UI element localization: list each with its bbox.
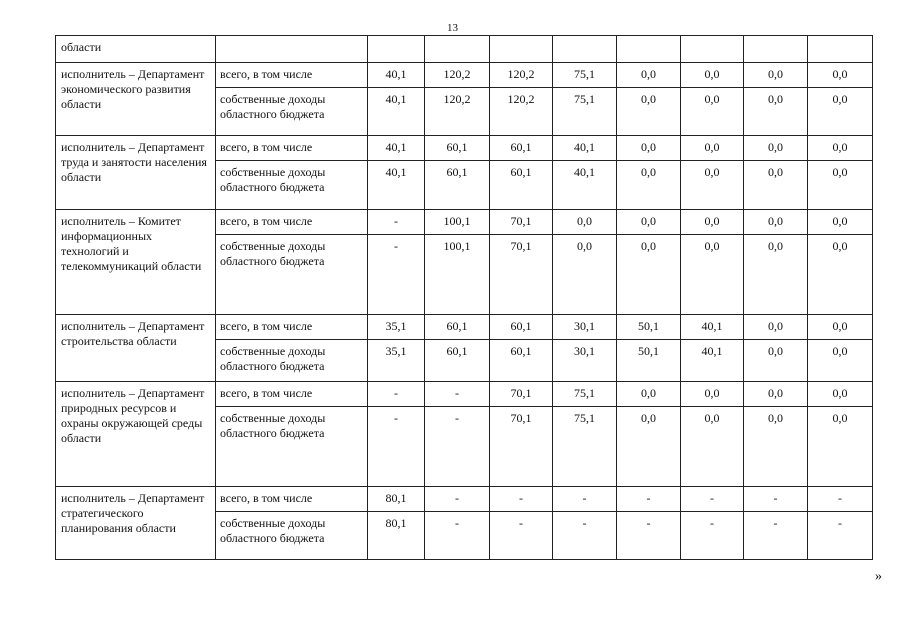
value-cell: 60,1 bbox=[490, 340, 553, 382]
budget-table bbox=[55, 35, 873, 560]
closing-quote: » bbox=[875, 569, 882, 584]
value-cell: - bbox=[617, 512, 681, 560]
executor-cell: исполнитель – Департамент стратегического планирования области bbox=[56, 487, 216, 560]
value-cell: 30,1 bbox=[553, 340, 617, 382]
value-cell: 80,1 bbox=[368, 487, 425, 512]
value-cell: 0,0 bbox=[681, 161, 744, 210]
executor-cell: области bbox=[56, 36, 216, 63]
source-cell: собственные доходы областного бюджета bbox=[216, 161, 368, 210]
value-cell: 0,0 bbox=[617, 382, 681, 407]
value-cell: - bbox=[425, 407, 490, 487]
value-cell bbox=[744, 36, 808, 63]
value-cell: 0,0 bbox=[617, 210, 681, 235]
value-cell: 60,1 bbox=[425, 161, 490, 210]
table-row bbox=[56, 315, 873, 340]
value-cell: - bbox=[368, 235, 425, 315]
source-cell: собственные доходы областного бюджета bbox=[216, 340, 368, 382]
value-cell: - bbox=[681, 512, 744, 560]
value-cell: 80,1 bbox=[368, 512, 425, 560]
value-cell: 60,1 bbox=[490, 315, 553, 340]
value-cell bbox=[681, 36, 744, 63]
value-cell bbox=[490, 36, 553, 63]
executor-cell: исполнитель – Департамент природных ресурсов и охраны окружающей среды области bbox=[56, 382, 216, 487]
source-cell: всего, в том числе bbox=[216, 136, 368, 161]
value-cell: - bbox=[368, 210, 425, 235]
value-cell: 0,0 bbox=[617, 136, 681, 161]
source-cell bbox=[216, 36, 368, 63]
value-cell: 0,0 bbox=[681, 88, 744, 136]
value-cell: - bbox=[808, 487, 873, 512]
table-row bbox=[56, 36, 873, 63]
value-cell: 50,1 bbox=[617, 315, 681, 340]
value-cell: - bbox=[617, 487, 681, 512]
value-cell: 60,1 bbox=[490, 161, 553, 210]
value-cell: 0,0 bbox=[744, 161, 808, 210]
value-cell: - bbox=[425, 487, 490, 512]
value-cell: - bbox=[553, 487, 617, 512]
table-row bbox=[56, 210, 873, 235]
value-cell: 0,0 bbox=[744, 407, 808, 487]
value-cell bbox=[808, 36, 873, 63]
value-cell bbox=[553, 36, 617, 63]
value-cell: 75,1 bbox=[553, 407, 617, 487]
value-cell: 70,1 bbox=[490, 235, 553, 315]
value-cell bbox=[368, 36, 425, 63]
value-cell: 0,0 bbox=[808, 63, 873, 88]
value-cell: 40,1 bbox=[368, 161, 425, 210]
value-cell: 75,1 bbox=[553, 382, 617, 407]
value-cell: 0,0 bbox=[808, 161, 873, 210]
source-cell: всего, в том числе bbox=[216, 487, 368, 512]
value-cell: - bbox=[425, 512, 490, 560]
executor-cell: исполнитель – Комитет информационных технологий и телекоммуникаций области bbox=[56, 210, 216, 315]
value-cell: 0,0 bbox=[808, 88, 873, 136]
value-cell: 70,1 bbox=[490, 407, 553, 487]
value-cell: 0,0 bbox=[744, 382, 808, 407]
value-cell: 0,0 bbox=[744, 235, 808, 315]
table-row bbox=[56, 136, 873, 161]
table-row bbox=[56, 487, 873, 512]
value-cell: 0,0 bbox=[744, 88, 808, 136]
budget-table-body bbox=[56, 36, 873, 560]
value-cell: 0,0 bbox=[808, 340, 873, 382]
value-cell: - bbox=[681, 487, 744, 512]
value-cell: 40,1 bbox=[368, 63, 425, 88]
value-cell: - bbox=[490, 512, 553, 560]
value-cell: 0,0 bbox=[808, 315, 873, 340]
table-row bbox=[56, 382, 873, 407]
value-cell: - bbox=[744, 487, 808, 512]
value-cell: 0,0 bbox=[681, 63, 744, 88]
source-cell: собственные доходы областного бюджета bbox=[216, 88, 368, 136]
value-cell: 0,0 bbox=[553, 210, 617, 235]
value-cell: 40,1 bbox=[368, 136, 425, 161]
value-cell: 75,1 bbox=[553, 88, 617, 136]
value-cell: 0,0 bbox=[617, 407, 681, 487]
value-cell: 0,0 bbox=[808, 235, 873, 315]
value-cell: 0,0 bbox=[744, 315, 808, 340]
value-cell: 60,1 bbox=[425, 315, 490, 340]
value-cell: 0,0 bbox=[744, 63, 808, 88]
value-cell: 0,0 bbox=[808, 136, 873, 161]
source-cell: собственные доходы областного бюджета bbox=[216, 407, 368, 487]
source-cell: собственные доходы областного бюджета bbox=[216, 512, 368, 560]
value-cell: 0,0 bbox=[681, 210, 744, 235]
value-cell: - bbox=[368, 407, 425, 487]
executor-cell: исполнитель – Департамент экономического развития области bbox=[56, 63, 216, 136]
value-cell: - bbox=[368, 382, 425, 407]
value-cell: 60,1 bbox=[425, 136, 490, 161]
value-cell: - bbox=[808, 512, 873, 560]
value-cell: 100,1 bbox=[425, 235, 490, 315]
value-cell: 0,0 bbox=[553, 235, 617, 315]
source-cell: всего, в том числе bbox=[216, 315, 368, 340]
value-cell: 40,1 bbox=[681, 315, 744, 340]
value-cell: 60,1 bbox=[490, 136, 553, 161]
source-cell: всего, в том числе bbox=[216, 382, 368, 407]
value-cell: 0,0 bbox=[808, 382, 873, 407]
value-cell: 0,0 bbox=[617, 161, 681, 210]
value-cell: 70,1 bbox=[490, 210, 553, 235]
value-cell: - bbox=[744, 512, 808, 560]
value-cell: 120,2 bbox=[490, 63, 553, 88]
value-cell: 40,1 bbox=[368, 88, 425, 136]
value-cell: 0,0 bbox=[681, 136, 744, 161]
value-cell: 100,1 bbox=[425, 210, 490, 235]
value-cell: 120,2 bbox=[425, 63, 490, 88]
value-cell: - bbox=[425, 382, 490, 407]
value-cell: 0,0 bbox=[617, 235, 681, 315]
value-cell: 120,2 bbox=[425, 88, 490, 136]
value-cell: 30,1 bbox=[553, 315, 617, 340]
value-cell bbox=[425, 36, 490, 63]
source-cell: всего, в том числе bbox=[216, 210, 368, 235]
value-cell: 75,1 bbox=[553, 63, 617, 88]
value-cell: 40,1 bbox=[553, 136, 617, 161]
source-cell: собственные доходы областного бюджета bbox=[216, 235, 368, 315]
value-cell: - bbox=[553, 512, 617, 560]
value-cell: 35,1 bbox=[368, 340, 425, 382]
page-number: 13 bbox=[447, 22, 458, 34]
value-cell: - bbox=[490, 487, 553, 512]
value-cell bbox=[617, 36, 681, 63]
source-cell: всего, в том числе bbox=[216, 63, 368, 88]
value-cell: 60,1 bbox=[425, 340, 490, 382]
value-cell: 40,1 bbox=[681, 340, 744, 382]
value-cell: 0,0 bbox=[744, 340, 808, 382]
value-cell: 0,0 bbox=[617, 88, 681, 136]
executor-cell: исполнитель – Департамент строительства области bbox=[56, 315, 216, 382]
executor-cell: исполнитель – Департамент труда и занятости населения области bbox=[56, 136, 216, 210]
value-cell: 70,1 bbox=[490, 382, 553, 407]
value-cell: 0,0 bbox=[744, 210, 808, 235]
value-cell: 40,1 bbox=[553, 161, 617, 210]
value-cell: 0,0 bbox=[808, 210, 873, 235]
value-cell: 0,0 bbox=[681, 382, 744, 407]
value-cell: 120,2 bbox=[490, 88, 553, 136]
value-cell: 0,0 bbox=[681, 407, 744, 487]
table-row bbox=[56, 63, 873, 88]
value-cell: 0,0 bbox=[744, 136, 808, 161]
value-cell: 0,0 bbox=[808, 407, 873, 487]
value-cell: 0,0 bbox=[617, 63, 681, 88]
value-cell: 50,1 bbox=[617, 340, 681, 382]
value-cell: 0,0 bbox=[681, 235, 744, 315]
value-cell: 35,1 bbox=[368, 315, 425, 340]
